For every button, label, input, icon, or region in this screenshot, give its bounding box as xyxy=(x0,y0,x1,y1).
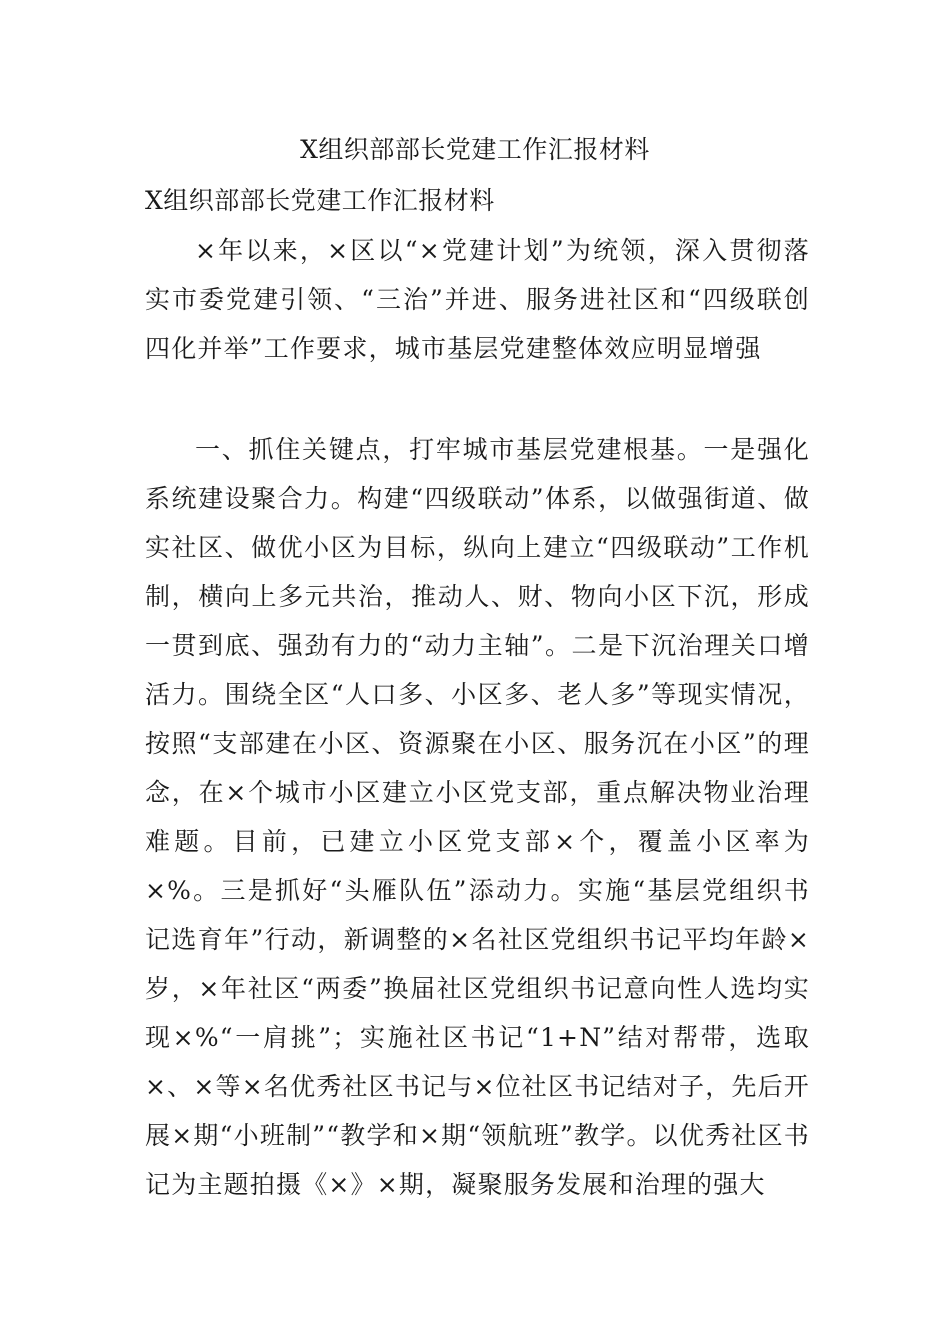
body-paragraph: 一、抓住关键点，打牢城市基层党建根基。一是强化系统建设聚合力。构建“四级联动”体系，以做强街道、做实社区、做优小区为目标，纵向上建立“四级联动”工作机制，横向上多元共治，推动人、财、物向小区下沉，形成一贯到底、强劲有力的“动力主轴”。二是下沉治理关口增活力。围绕全区“人口多、小区多、老人多”等现实情况，按照“支部建在小区、资源聚在小区、服务沉在小区”的理念，在×个城市小区建立小区党支部，重点解决物业治理难题。目前，已建立小区党支部×个，覆盖小区率为×%。三是抓好“头雁队伍”添动力。实施“基层党组织书记选育年”行动，新调整的×名社区党组织书记平均年龄×岁，×年社区“两委”换届社区党组织书记意向性人选均实现×%“一肩挑”；实施社区书记“1+N”结对帮带，选取×、×等×名优秀社区书记与×位社区书记结对子，先后开展×期“小班制”“教学和×期“领航班”教学。以优秀社区书记为主题拍摄《×》×期，凝聚服务发展和治理的强大 xyxy=(145,435,810,1199)
document-subtitle: X组织部部长党建工作汇报材料 xyxy=(145,186,495,215)
intro-paragraph: ×年以来，×区以“×党建计划”为统领，深入贯彻落实市委党建引领、“三治”并进、服务进社区和“四级联创四化并举”工作要求，城市基层党建整体效应明显增强 xyxy=(145,236,810,363)
document-title: X组织部部长党建工作汇报材料 xyxy=(300,135,650,164)
